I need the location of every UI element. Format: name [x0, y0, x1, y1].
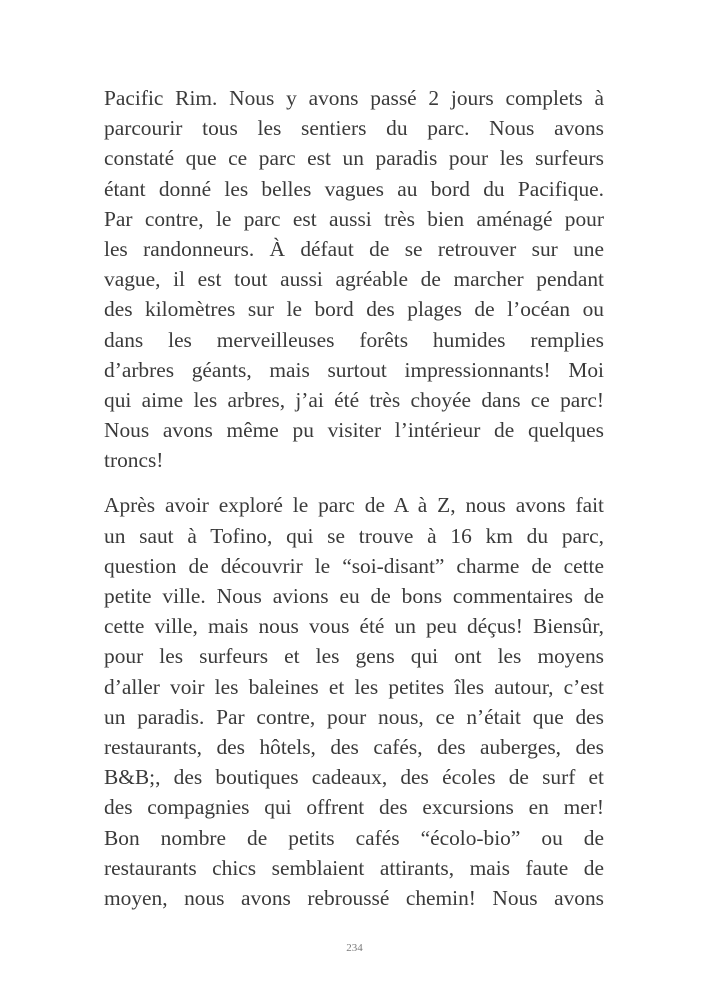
- text-line: d’aller voir les baleines et les petites îles autour, c’est: [104, 674, 604, 699]
- text-line: vague, il est tout aussi agréable de marcher pendant: [104, 267, 604, 292]
- text-line: Pacific Rim. Nous y avons passé 2 jours complets à: [104, 86, 604, 110]
- text-line: des kilomètres sur le bord des plages de l’océan ou: [104, 297, 604, 322]
- text-line: un saut à Tofino, qui se trouve à 16 km du parc,: [104, 523, 604, 548]
- text-line: parcourir tous les sentiers du parc. Nous avons: [104, 116, 604, 141]
- text-line: petite ville. Nous avions eu de bons commentaires de: [104, 584, 604, 608]
- text-line: les randonneurs. À défaut de se retrouver sur une: [104, 236, 604, 261]
- text-line: un paradis. Par contre, pour nous, ce n’était que des: [104, 704, 604, 729]
- text-line: qui aime les arbres, j’ai été très choyée dans ce parc!: [104, 387, 604, 412]
- text-line: Nous avons même pu visiter l’intérieur de quelques: [104, 418, 604, 443]
- text-line: dans les merveilleuses forêts humides remplies: [104, 327, 604, 352]
- paragraph-spacer: [104, 475, 604, 490]
- paragraph-2: [104, 490, 604, 913]
- text-line: question de découvrir le “soi-disant” charme de cette: [104, 553, 604, 578]
- page-number: 234: [346, 942, 363, 954]
- text-line: restaurants, des hôtels, des cafés, des auberges, des: [104, 734, 604, 759]
- text-line: Bon nombre de petits cafés “écolo-bio” ou de: [104, 825, 604, 850]
- text-line: cette ville, mais nous vous été un peu déçus! Biensûr,: [104, 614, 604, 639]
- text-line: B&B;, des boutiques cadeaux, des écoles de surf et: [104, 765, 604, 790]
- text-line: troncs!: [104, 448, 164, 473]
- text-line: Après avoir exploré le parc de A à Z, nous avons fait: [104, 493, 604, 518]
- text-line: d’arbres géants, mais surtout impressionnants! Moi: [104, 357, 604, 382]
- text-line: pour les surfeurs et les gens qui ont les moyens: [104, 644, 604, 669]
- text-line: Par contre, le parc est aussi très bien aménagé pour: [104, 206, 604, 231]
- paragraph-1: [104, 83, 604, 475]
- body-text: [104, 83, 604, 913]
- text-line: des compagnies qui offrent des excursions en mer!: [104, 795, 604, 820]
- text-line: étant donné les belles vagues au bord du Pacifique.: [104, 176, 604, 201]
- text-line: restaurants chics semblaient attirants, mais faute de: [104, 855, 604, 880]
- text-line: constaté que ce parc est un paradis pour les surfeurs: [104, 146, 604, 171]
- text-line: moyen, nous avons rebroussé chemin! Nous avons: [104, 885, 604, 910]
